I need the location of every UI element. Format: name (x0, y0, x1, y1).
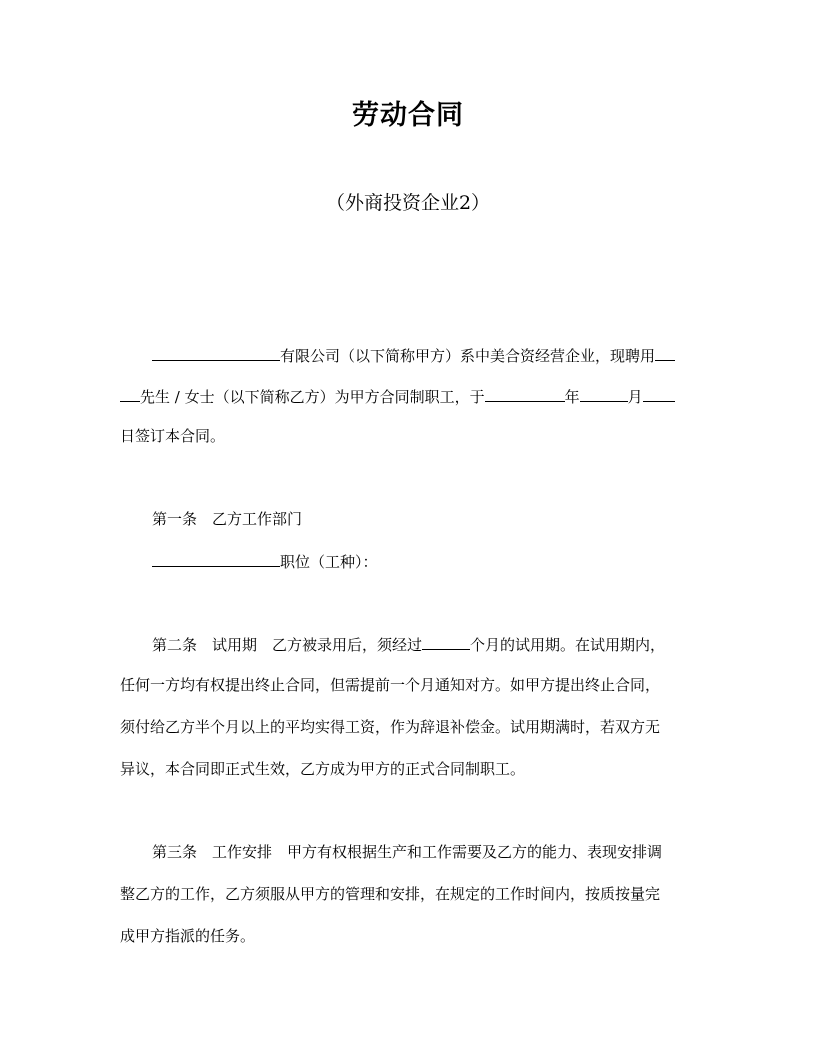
article-1-heading (120, 508, 698, 530)
article-1-position (120, 549, 698, 573)
intro-line-1 (120, 343, 698, 367)
intro-text-2: 先生 / 女士（以下简称乙方）为甲方合同制职工，于 (140, 388, 485, 406)
article-3-text-1: 第三条 工作安排 甲方有权根据生产和工作需要及乙方的能力、表现安排调 (152, 843, 663, 861)
intro-line-2 (120, 384, 698, 408)
article-2-line-3: 须付给乙方半个月以上的平均实得工资，作为辞退补偿金。试用期满时，若双方无 (120, 718, 661, 736)
position-label: 职位（工种）： (280, 553, 378, 571)
document-subtitle: （外商投资企业2） (325, 192, 491, 214)
article-2-line-1 (120, 632, 698, 656)
intro-line-3 (120, 425, 698, 447)
intro-text-3: 日签订本合同。 (120, 427, 226, 445)
intro-text-1: 有限公司（以下简称甲方）系中美合资经营企业，现聘用 (280, 347, 656, 365)
employee-name-blank-b[interactable] (120, 384, 140, 402)
employee-name-blank-a[interactable] (655, 343, 675, 361)
month-blank[interactable] (580, 384, 628, 402)
article-1-heading-text: 第一条 乙方工作部门 (152, 510, 303, 528)
article-3-line-2: 整乙方的工作，乙方须服从甲方的管理和安排，在规定的工作时间内，按质按量完 (120, 885, 661, 903)
article-2-line-4: 异议，本合同即正式生效，乙方成为甲方的正式合同制职工。 (120, 760, 526, 778)
probation-months-blank[interactable] (422, 632, 470, 650)
article-2-line-2: 任何一方均有权提出终止合同，但需提前一个月通知对方。如甲方提出终止合同， (120, 676, 661, 694)
department-blank[interactable] (152, 549, 280, 567)
document-title: 劳动合同 (352, 100, 464, 131)
article-3-line-1 (120, 841, 698, 863)
day-blank[interactable] (643, 384, 675, 402)
month-label: 月 (627, 388, 643, 406)
year-label: 年 (564, 388, 580, 406)
article-2-text-1b: 个月的试用期。在试用期内， (470, 636, 666, 654)
year-blank[interactable] (485, 384, 565, 402)
article-3-line-3: 成甲方指派的任务。 (120, 927, 256, 945)
article-2-text-1a: 第二条 试用期 乙方被录用后，须经过 (152, 636, 423, 654)
company-name-blank[interactable] (152, 343, 280, 361)
